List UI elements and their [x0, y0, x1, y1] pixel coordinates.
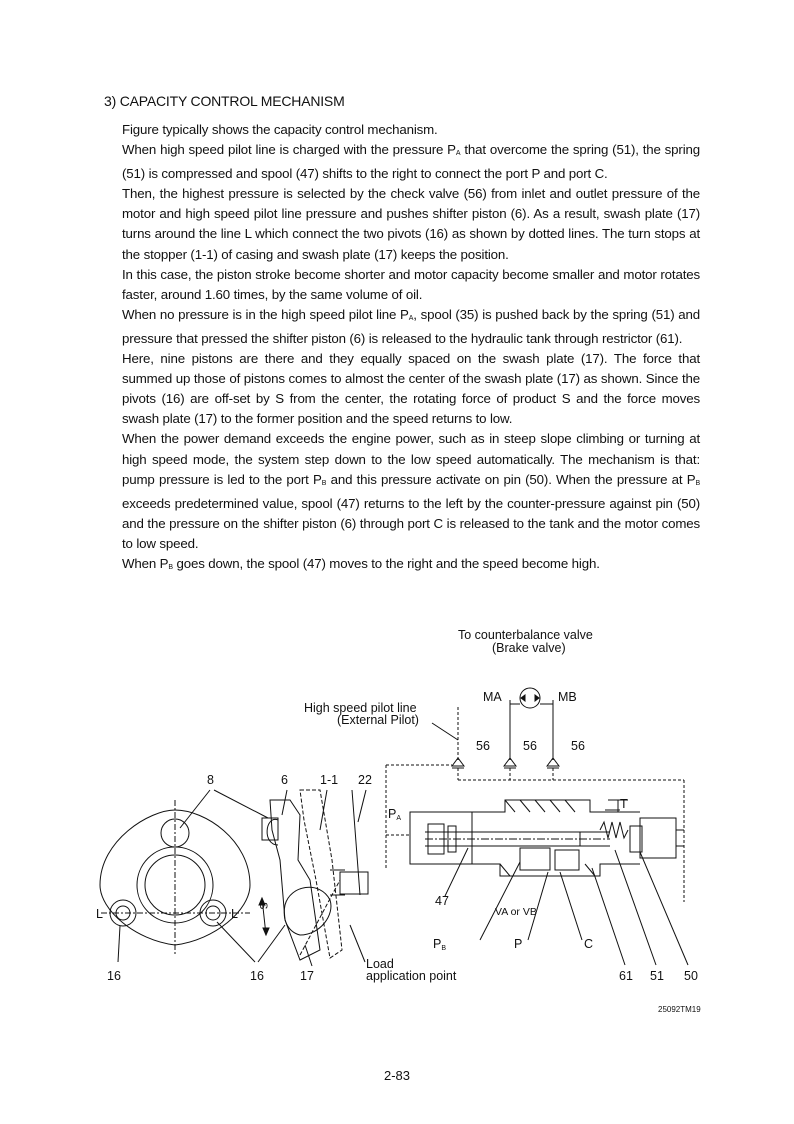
paragraph-text: When high speed pilot line is charged with the pressure P	[122, 142, 456, 158]
label-s: S	[257, 902, 269, 910]
paragraph-text: Then, the highest pressure is selected by the check valve (56) from inlet and outlet pressure of the motor and high speed pilot line pressure and pushes shifter piston (6). As a result, swash plate (17) turns around the line L which connect the two pivots (16) as shown by dotted lines. The turn stops at the stopper (1-1) of casing and swash plate (17) keeps the position.	[122, 186, 700, 262]
paragraph-text: In this case, the piston stroke become shorter and motor capacity become smaller and motor rotates faster, around 1.60 times, by the same volume of oil.	[122, 266, 700, 302]
paragraph	[122, 140, 700, 184]
paragraph	[122, 305, 700, 349]
label-c: C	[584, 937, 594, 951]
label-56-a: 56	[476, 739, 490, 753]
label-22: 22	[358, 773, 372, 787]
label-1-1: 1-1	[320, 773, 339, 787]
label-application-point: application point	[366, 969, 457, 983]
paragraph-text: , spool (35) is pushed back by the spring (51) and pressure that pressed the shifter piston (6) is released to the hydraulic tank through restrictor (61).	[122, 306, 700, 346]
subscript: B	[695, 479, 700, 487]
label-6: 6	[281, 773, 288, 787]
paragraph-text: and this pressure activate on pin (50). When the pressure at P	[326, 471, 696, 487]
label-16-left: 16	[107, 969, 121, 983]
label-mb: MB	[558, 690, 577, 704]
label-17: 17	[300, 969, 314, 983]
paragraph-text: that overcome the spring (51), the spring (51) is compressed and spool (47) shifts to the right to connect the port P and port C.	[122, 142, 700, 182]
capacity-control-diagram	[0, 600, 794, 1030]
paragraph-text: Here, nine pistons are there and they equally spaced on the swash plate (17). The force that summed up those of pistons comes to almost the center of the swash plate (17) as shown. Since the pivots (16) are off-set by S from the center, the rotating force of product S and the force moves swash plate (17) to the former position and the speed returns to low.	[122, 351, 700, 427]
subscript: B	[168, 563, 173, 571]
paragraph	[122, 120, 700, 140]
paragraph-text: When no pressure is in the high speed pilot line P	[122, 306, 409, 322]
paragraph-text: goes down, the spool (47) moves to the right and the speed become high.	[172, 555, 600, 571]
paragraph-text: When the power demand exceeds the engine power, such as in steep slope climbing or turning at high speed mode, the system step down to the low speed automatically. The mechanism is that: pump pressure is led to the port P	[122, 431, 700, 487]
figure-code: 25092TM19	[658, 1005, 701, 1014]
label-16-right: 16	[250, 969, 264, 983]
label-brake-valve: (Brake valve)	[492, 641, 566, 655]
page-number: 2-83	[383, 1068, 411, 1083]
subscript: A	[408, 314, 414, 322]
label-pilot-line: High speed pilot line	[304, 701, 417, 715]
label-p: P	[514, 937, 523, 951]
label-47: 47	[435, 894, 449, 908]
paragraph-text: When P	[122, 555, 169, 571]
label-to-valve: To counterbalance valve	[458, 628, 593, 642]
label-61: 61	[619, 969, 633, 983]
label-pa: PA	[388, 807, 402, 822]
label-50: 50	[684, 969, 698, 983]
paragraph	[122, 429, 700, 554]
paragraph-text: exceeds predetermined value, spool (47) returns to the left by the counter-pressure against pin (50) and the pressure on the shifter piston (6) through port C is released to the tank and the motor comes to low speed.	[122, 495, 700, 551]
label-pb: PB	[433, 937, 447, 952]
label-ma: MA	[483, 690, 502, 704]
label-l-left: L	[96, 907, 103, 921]
label-l-right: L	[231, 907, 238, 921]
label-51: 51	[650, 969, 664, 983]
label-8: 8	[207, 773, 214, 787]
paragraph	[122, 184, 700, 264]
body-text	[122, 120, 700, 578]
label-t: T	[620, 797, 628, 811]
label-56-b: 56	[523, 739, 537, 753]
paragraph	[122, 554, 700, 578]
paragraph	[122, 349, 700, 429]
section-heading: 3) CAPACITY CONTROL MECHANISM	[104, 93, 345, 109]
paragraph-text: Figure typically shows the capacity control mechanism.	[122, 122, 438, 137]
label-56-c: 56	[571, 739, 585, 753]
paragraph	[122, 265, 700, 305]
label-external-pilot: (External Pilot)	[337, 713, 419, 727]
subscript: A	[455, 150, 461, 158]
label-load: Load	[366, 957, 394, 971]
label-va-vb: VA or VB	[495, 906, 537, 918]
subscript: B	[321, 479, 327, 487]
